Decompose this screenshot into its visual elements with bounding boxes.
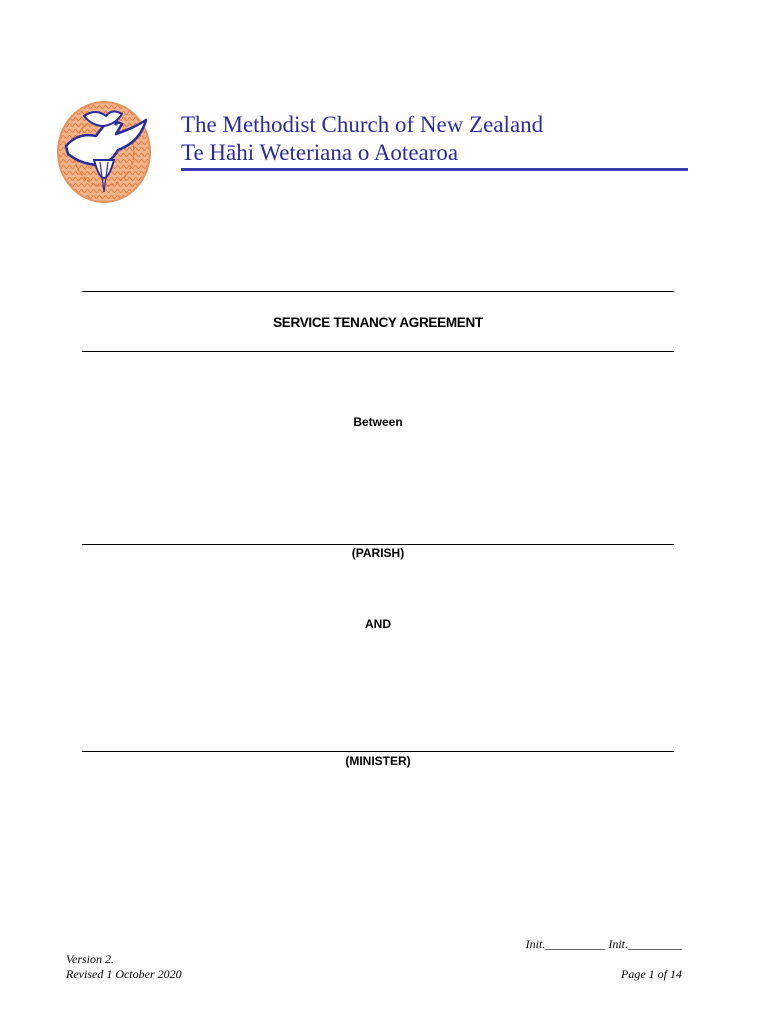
parish-signature-line	[82, 544, 674, 545]
minister-signature-line	[82, 751, 674, 752]
title-bottom-rule	[82, 351, 674, 352]
minister-label: (MINISTER)	[345, 754, 411, 768]
org-name: The Methodist Church of New Zealand	[181, 112, 544, 137]
parish-label: (PARISH)	[351, 546, 405, 560]
initials-line: Init.__________ Init._________	[525, 937, 682, 951]
header-divider	[181, 168, 688, 171]
org-name-maori: Te Hāhi Weteriana o Aotearoa	[181, 140, 459, 165]
between-label: Between	[353, 415, 403, 429]
methodist-dove-seal-icon	[56, 98, 152, 204]
document-title: SERVICE TENANCY AGREEMENT	[273, 315, 483, 330]
page-number: Page 1 of 14	[621, 967, 682, 981]
title-top-rule	[82, 291, 674, 292]
version-label: Version 2.	[66, 952, 114, 966]
revised-date: Revised 1 October 2020	[66, 967, 182, 981]
and-label: AND	[365, 617, 391, 631]
